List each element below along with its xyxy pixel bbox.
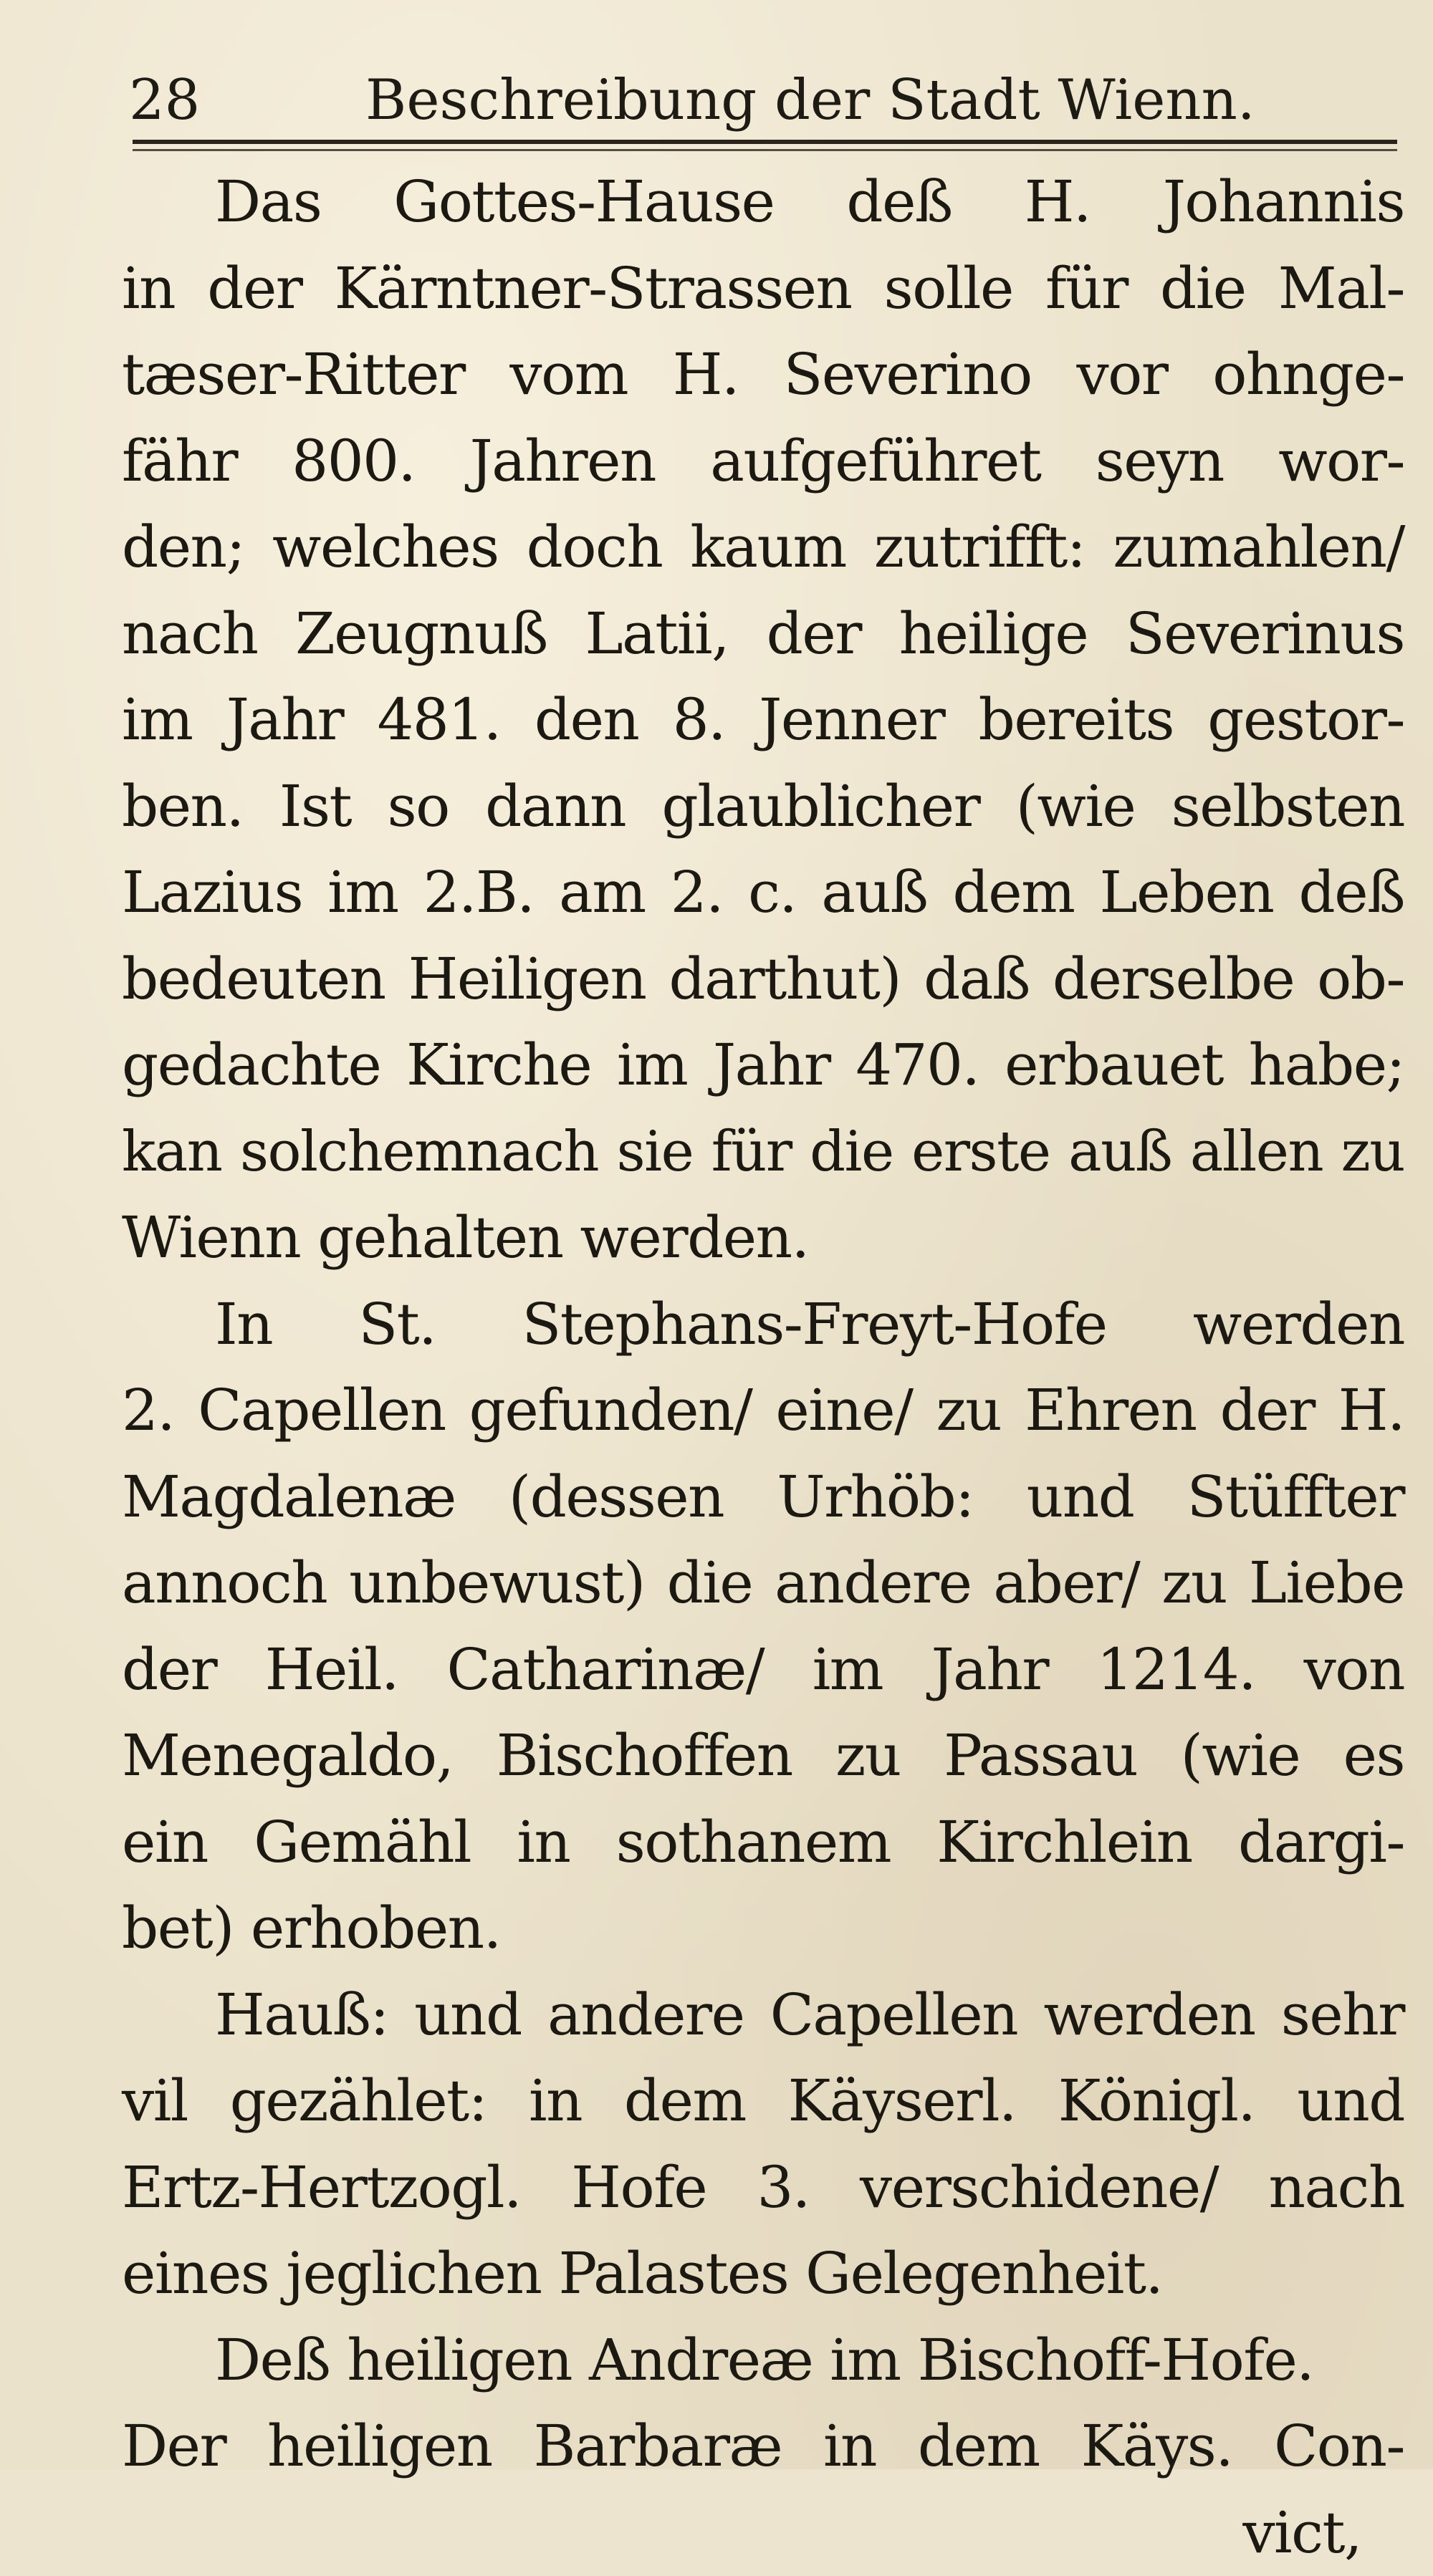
text-line: in der Kärntner-Strassen solle für die Mal- <box>122 246 1404 332</box>
text-line: nach Zeugnuß Latii, der heilige Severinus <box>122 591 1404 678</box>
text-line: Hauß: und andere Capellen werden sehr <box>122 1972 1404 2059</box>
text-line: Ertz-Hertzogl. Hofe 3. verschidene/ nach <box>122 2145 1404 2231</box>
text-line: Der heiligen Barbaræ in dem Käys. Con- <box>122 2403 1404 2490</box>
text-line: bet) erhoben. <box>122 1885 1404 1972</box>
header-rule-secondary <box>133 149 1397 151</box>
text-line: Lazius im 2.B. am 2. c. auß dem Leben deß <box>122 850 1404 936</box>
text-line: gedachte Kirche im Jahr 470. erbauet habe; <box>122 1022 1404 1109</box>
body-text <box>122 159 1404 2576</box>
text-line: vil gezählet: in dem Käyserl. Königl. und <box>122 2058 1404 2145</box>
text-line: 2. Capellen gefunden/ eine/ zu Ehren der H. <box>122 1368 1404 1454</box>
text-line: eines jeglichen Palastes Gelegenheit. <box>122 2231 1404 2317</box>
text-line: fähr 800. Jahren aufgeführet seyn wor- <box>122 418 1404 505</box>
text-line: annoch unbewust) die andere aber/ zu Liebe <box>122 1540 1404 1627</box>
text-line: Das Gottes-Hause deß H. Johannis <box>122 159 1404 246</box>
page-number: 28 <box>129 61 200 140</box>
text-line: In St. Stephans-Freyt-Hofe werden <box>122 1282 1404 1368</box>
text-line: Menegaldo, Bischoffen zu Passau (wie es <box>122 1713 1404 1799</box>
text-line: Magdalenæ (dessen Urhöb: und Stüffter <box>122 1454 1404 1541</box>
running-title: Beschreibung der Stadt Wienn. <box>365 61 1255 140</box>
text-line: Wienn gehalten werden. <box>122 1195 1404 1282</box>
text-line: ein Gemähl in sothanem Kirchlein dargi- <box>122 1799 1404 1886</box>
text-line: Deß heiligen Andreæ im Bischoff-Hofe. <box>122 2317 1404 2404</box>
running-head <box>129 61 1397 140</box>
text-line: vict, <box>122 2490 1404 2576</box>
text-line: der Heil. Catharinæ/ im Jahr 1214. von <box>122 1627 1404 1714</box>
text-line: im Jahr 481. den 8. Jenner bereits gestor- <box>122 677 1404 764</box>
text-line: den; welches doch kaum zutrifft: zumahlen/ <box>122 504 1404 591</box>
text-line: kan solchemnach sie für die erste auß allen zu <box>122 1109 1404 1196</box>
text-line: bedeuten Heiligen darthut) daß derselbe ob- <box>122 936 1404 1023</box>
header-rule <box>133 140 1397 144</box>
text-line: tæser-Ritter vom H. Severino vor ohnge- <box>122 332 1404 418</box>
text-line: ben. Ist so dann glaublicher (wie selbsten <box>122 764 1404 850</box>
